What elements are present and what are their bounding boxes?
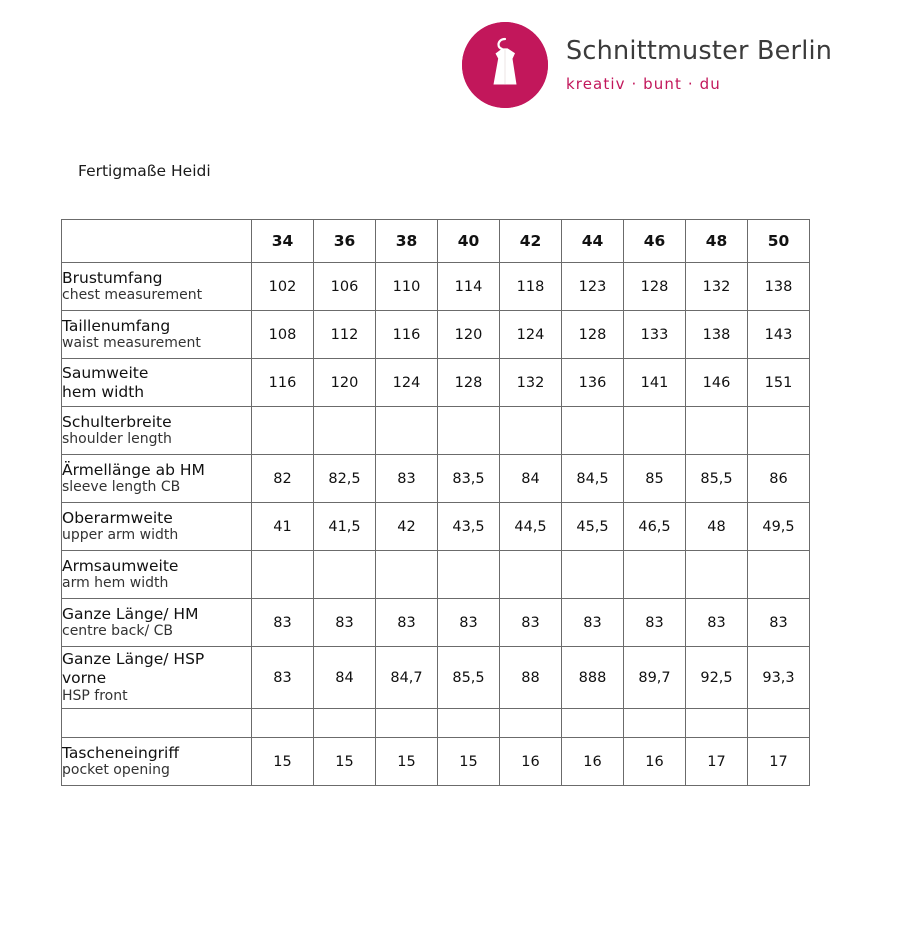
size-header-44: 44 [562, 220, 624, 263]
cell-value [624, 407, 686, 455]
cell-value: 84 [314, 647, 376, 709]
cell-value: 41,5 [314, 503, 376, 551]
cell-value: 83 [314, 599, 376, 647]
row-label-de: Ärmellänge ab HM [62, 460, 205, 479]
table-row [62, 359, 810, 407]
cell-value [376, 709, 438, 738]
table-row [62, 551, 810, 599]
size-header-42: 42 [500, 220, 562, 263]
row-label-en: centre back/ CB [62, 623, 174, 640]
cell-value [376, 407, 438, 455]
cell-value: 15 [438, 738, 500, 786]
cell-value: 116 [376, 311, 438, 359]
cell-value: 124 [500, 311, 562, 359]
cell-value: 110 [376, 263, 438, 311]
table-corner-cell [62, 220, 252, 263]
cell-value: 41 [252, 503, 314, 551]
table-row [62, 647, 810, 709]
cell-value: 120 [314, 359, 376, 407]
cell-value [624, 551, 686, 599]
cell-value: 128 [624, 263, 686, 311]
row-label-cell [62, 551, 252, 599]
row-label-de: Oberarmweite [62, 508, 173, 527]
brand-tagline: kreativ · bunt · du [566, 74, 721, 93]
table-header-row [62, 220, 810, 263]
cell-value: 106 [314, 263, 376, 311]
row-label-en: waist measurement [62, 335, 201, 352]
cell-value [314, 709, 376, 738]
cell-value: 46,5 [624, 503, 686, 551]
cell-value: 42 [376, 503, 438, 551]
table-row [62, 407, 810, 455]
cell-value: 43,5 [438, 503, 500, 551]
row-label-en: arm hem width [62, 575, 169, 592]
cell-value [562, 551, 624, 599]
cell-value: 45,5 [562, 503, 624, 551]
cell-value: 16 [500, 738, 562, 786]
cell-value: 143 [748, 311, 810, 359]
row-label-cell [62, 311, 252, 359]
size-header-50: 50 [748, 220, 810, 263]
cell-value: 141 [624, 359, 686, 407]
row-label-cell [62, 738, 252, 786]
cell-value: 93,3 [748, 647, 810, 709]
cell-value [438, 551, 500, 599]
cell-value [252, 407, 314, 455]
cell-value [252, 709, 314, 738]
row-label-de: Armsaumweite [62, 556, 179, 575]
row-label-de: Taillenumfang [62, 316, 171, 335]
size-header-48: 48 [686, 220, 748, 263]
cell-value: 123 [562, 263, 624, 311]
dress-on-hanger-icon [462, 22, 548, 108]
cell-value: 83 [376, 455, 438, 503]
cell-value [686, 551, 748, 599]
cell-value: 888 [562, 647, 624, 709]
cell-value: 85 [624, 455, 686, 503]
measurements-table-container [61, 219, 809, 786]
cell-value: 85,5 [438, 647, 500, 709]
cell-value: 15 [252, 738, 314, 786]
cell-value: 84,7 [376, 647, 438, 709]
cell-value: 83 [624, 599, 686, 647]
size-header-46: 46 [624, 220, 686, 263]
cell-value: 128 [438, 359, 500, 407]
cell-value: 83 [686, 599, 748, 647]
row-label-cell [62, 263, 252, 311]
cell-value: 138 [748, 263, 810, 311]
cell-value: 132 [686, 263, 748, 311]
row-label-cell [62, 407, 252, 455]
cell-value [376, 551, 438, 599]
cell-value: 16 [562, 738, 624, 786]
cell-value: 114 [438, 263, 500, 311]
brand-name: Schnittmuster Berlin [566, 36, 833, 67]
row-label-en: hem width [62, 382, 145, 401]
row-label-cell [62, 647, 252, 709]
cell-value [624, 709, 686, 738]
cell-value: 124 [376, 359, 438, 407]
cell-value [748, 407, 810, 455]
row-label-cell [62, 599, 252, 647]
cell-value: 136 [562, 359, 624, 407]
cell-value: 83 [376, 599, 438, 647]
size-header-34: 34 [252, 220, 314, 263]
cell-value: 151 [748, 359, 810, 407]
size-header-36: 36 [314, 220, 376, 263]
cell-value: 92,5 [686, 647, 748, 709]
cell-value [314, 407, 376, 455]
cell-value: 83 [562, 599, 624, 647]
cell-value: 146 [686, 359, 748, 407]
table-row [62, 599, 810, 647]
cell-value: 82,5 [314, 455, 376, 503]
cell-value [438, 709, 500, 738]
row-label-de: Saumweite [62, 363, 149, 382]
cell-value: 17 [748, 738, 810, 786]
cell-value: 15 [314, 738, 376, 786]
cell-value: 86 [748, 455, 810, 503]
cell-value [748, 551, 810, 599]
row-label-de: Ganze Länge/ HM [62, 604, 199, 623]
row-label-cell [62, 359, 252, 407]
cell-value [438, 407, 500, 455]
row-label-cell [62, 709, 252, 738]
cell-value: 132 [500, 359, 562, 407]
row-label-de: Schulterbreite [62, 412, 172, 431]
cell-value [562, 407, 624, 455]
row-label-en: chest measurement [62, 287, 203, 304]
cell-value: 116 [252, 359, 314, 407]
cell-value: 102 [252, 263, 314, 311]
table-row [62, 455, 810, 503]
cell-value: 118 [500, 263, 562, 311]
cell-value: 15 [376, 738, 438, 786]
cell-value: 84 [500, 455, 562, 503]
brand-header [462, 22, 832, 108]
cell-value: 48 [686, 503, 748, 551]
row-label-en: pocket opening [62, 762, 170, 779]
cell-value: 83,5 [438, 455, 500, 503]
cell-value [500, 407, 562, 455]
table-row [62, 263, 810, 311]
cell-value: 16 [624, 738, 686, 786]
cell-value: 120 [438, 311, 500, 359]
cell-value [686, 709, 748, 738]
cell-value: 83 [252, 647, 314, 709]
cell-value: 128 [562, 311, 624, 359]
table-row [62, 503, 810, 551]
cell-value: 83 [500, 599, 562, 647]
table-row [62, 311, 810, 359]
cell-value [562, 709, 624, 738]
cell-value: 133 [624, 311, 686, 359]
cell-value [686, 407, 748, 455]
cell-value: 44,5 [500, 503, 562, 551]
cell-value: 83 [438, 599, 500, 647]
cell-value: 83 [252, 599, 314, 647]
row-label-de: Brustumfang [62, 268, 163, 287]
cell-value: 112 [314, 311, 376, 359]
brand-text [566, 37, 832, 92]
cell-value [252, 551, 314, 599]
cell-value: 88 [500, 647, 562, 709]
row-label-en: HSP front [62, 687, 128, 704]
row-label-cell [62, 503, 252, 551]
cell-value: 84,5 [562, 455, 624, 503]
page-title: Fertigmaße Heidi [78, 162, 211, 180]
cell-value: 83 [748, 599, 810, 647]
measurements-table [61, 219, 810, 786]
table-row [62, 709, 810, 738]
cell-value: 89,7 [624, 647, 686, 709]
cell-value: 82 [252, 455, 314, 503]
size-header-38: 38 [376, 220, 438, 263]
table-row [62, 738, 810, 786]
row-label-de: Ganze Länge/ HSP vorne [62, 650, 205, 687]
row-label-de: Tascheneingriff [62, 743, 180, 762]
cell-value [314, 551, 376, 599]
size-header-40: 40 [438, 220, 500, 263]
cell-value [500, 709, 562, 738]
cell-value: 138 [686, 311, 748, 359]
cell-value: 85,5 [686, 455, 748, 503]
row-label-en: shoulder length [62, 431, 172, 448]
cell-value [500, 551, 562, 599]
cell-value [748, 709, 810, 738]
cell-value: 108 [252, 311, 314, 359]
row-label-en: sleeve length CB [62, 479, 181, 496]
cell-value: 49,5 [748, 503, 810, 551]
cell-value: 17 [686, 738, 748, 786]
row-label-en: upper arm width [62, 527, 179, 544]
row-label-cell [62, 455, 252, 503]
